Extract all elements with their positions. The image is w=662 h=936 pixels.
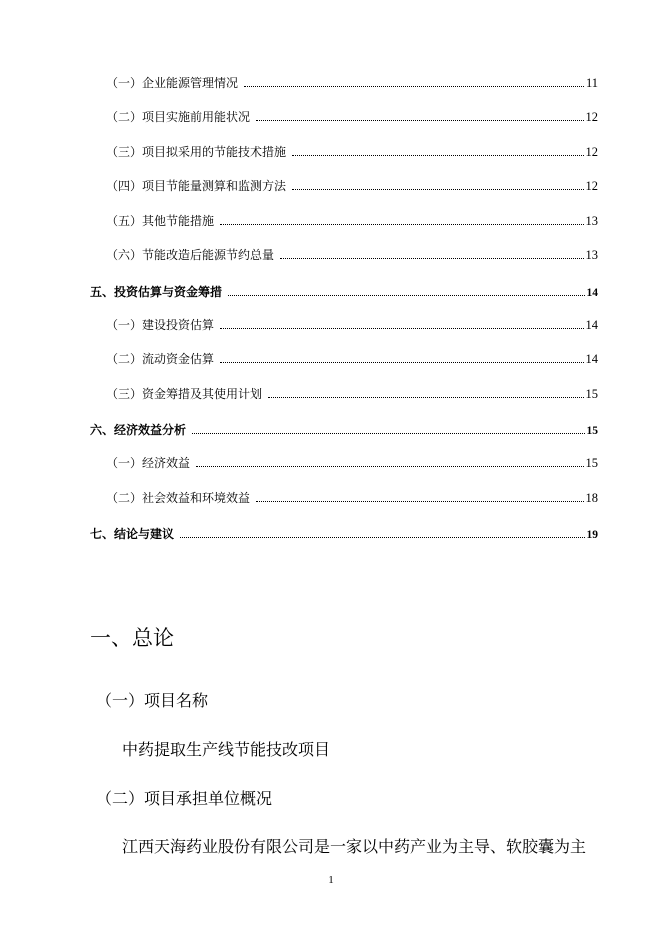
paragraph: 中药提取生产线节能技改项目 [122,740,331,759]
toc-entry-label: （二）社会效益和环境效益 [106,491,251,505]
toc-entry[interactable] [106,454,598,471]
toc-entry[interactable] [106,246,598,263]
toc-leader [256,501,583,502]
toc-leader [228,295,584,296]
toc-page-number: 19 [586,529,598,541]
toc-page-number: 15 [586,425,598,437]
toc-chapter-entry[interactable] [90,525,598,542]
toc-chapter-entry[interactable] [90,283,598,300]
toc-entry[interactable] [106,74,598,91]
toc-leader [268,397,583,398]
toc-page-number: 12 [585,145,598,159]
toc-page-number: 15 [585,387,598,401]
toc-entry-label: （二）项目实施前用能状况 [106,110,251,124]
toc-page-number: 15 [585,456,598,470]
page-number: 1 [328,874,334,886]
toc-leader [220,362,583,363]
toc-entry-label: （二）流动资金估算 [106,352,215,366]
toc-entry[interactable] [106,108,598,125]
toc-page-number: 14 [585,318,598,332]
toc-page-number: 14 [586,287,598,299]
toc-page-number: 14 [585,352,598,366]
toc-leader [244,86,584,87]
toc-entry-label: （一）建设投资估算 [106,318,215,332]
chapter-heading: 一、总论 [90,626,174,650]
toc-page-number: 12 [585,179,598,193]
toc-entry-label: 六、经济效益分析 [90,423,187,437]
toc-leader [180,537,584,538]
toc-leader [280,258,583,259]
toc-entry-label: 五、投资估算与资金筹措 [90,285,223,299]
toc-entry[interactable] [106,316,598,333]
toc-entry[interactable] [106,143,598,160]
toc-leader [292,155,583,156]
toc-entry[interactable] [106,385,598,402]
toc-entry[interactable] [106,177,598,194]
toc-page-number: 12 [585,110,598,124]
toc-leader [292,189,583,190]
toc-page-number: 11 [585,76,598,90]
toc-page-number: 18 [585,491,598,505]
toc-leader [220,328,583,329]
toc-chapter-entry[interactable] [90,421,598,438]
toc-entry-label: （六）节能改造后能源节约总量 [106,248,275,262]
toc-page-number: 13 [585,248,598,262]
toc-entry-label: （一）企业能源管理情况 [106,76,239,90]
toc-entry-label: （三）资金筹措及其使用计划 [106,387,263,401]
toc-leader [256,120,583,121]
toc-entry-label: （五）其他节能措施 [106,214,215,228]
toc-leader [196,466,583,467]
toc-entry-label: 七、结论与建议 [90,527,175,541]
toc-entry[interactable] [106,350,598,367]
toc-entry-label: （三）项目拟采用的节能技术措施 [106,145,287,159]
toc-entry[interactable] [106,489,598,506]
section-heading: （二）项目承担单位概况 [96,789,273,808]
toc-entry[interactable] [106,212,598,229]
toc-entry-label: （四）项目节能量测算和监测方法 [106,179,287,193]
toc-leader [220,224,583,225]
toc-entry-label: （一）经济效益 [106,456,191,470]
toc-page-number: 13 [585,214,598,228]
paragraph: 江西天海药业股份有限公司是一家以中药产业为主导、软胶囊为主 [122,837,587,856]
section-heading: （一）项目名称 [96,691,209,710]
toc-leader [192,433,584,434]
